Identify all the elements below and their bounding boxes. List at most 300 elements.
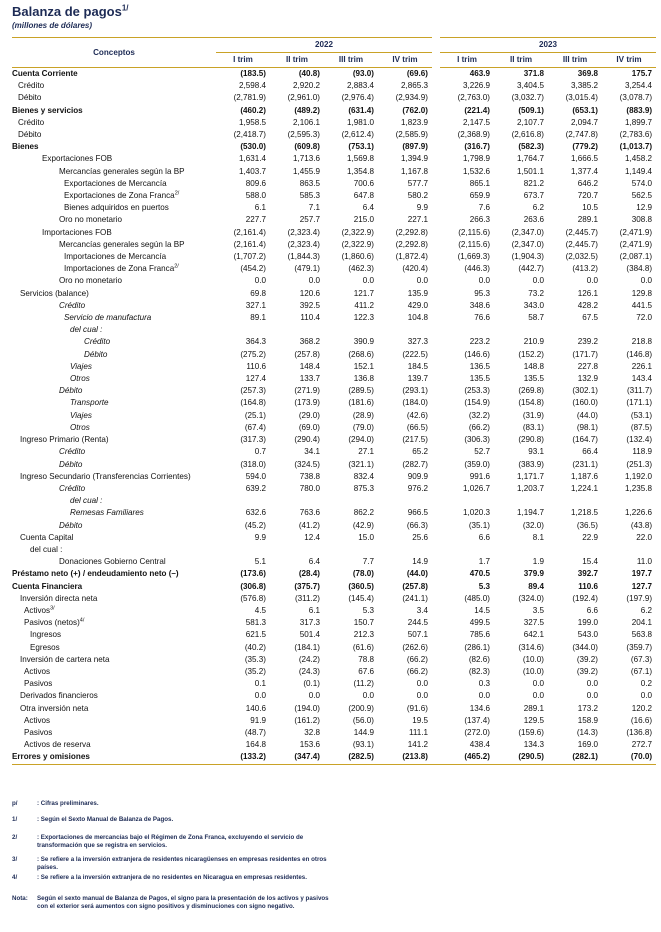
cell-value: (45.2) [244,520,266,530]
cell-value: (290.5) [494,751,548,764]
table-row [12,703,656,715]
row-label: Inversión directa neta [20,593,98,603]
cell-value: 6.6 [478,532,491,542]
cell-value: 7.6 [478,203,491,213]
cell-value: (152.2) [518,349,545,359]
cell-value: 34.1 [304,447,320,457]
cell-value: (375.7) [294,581,320,591]
cell-value: 499.5 [469,618,491,628]
table-row [12,410,656,422]
cell-value: 832.4 [353,471,374,481]
cell-value: 212.3 [353,630,374,640]
cell-value: 135.5 [523,374,545,384]
table-row [12,507,656,519]
cell-value: 673.7 [523,191,545,201]
cell-value: (485.0) [464,593,491,603]
cell-value: 27.1 [358,447,374,457]
cell-value: (318.0) [240,459,266,469]
cell-value: (146.8) [626,349,653,359]
cell-value: 2,147.5 [463,117,491,127]
cell-value: (132.4) [626,435,653,445]
cell-value: 2,107.7 [517,117,545,127]
cell-value: (360.5) [348,581,374,591]
cell-value: (184.1) [294,642,320,652]
cell-value: 111.1 [408,727,429,737]
cell-value: (883.9) [626,105,653,115]
cell-value: 164.8 [245,740,266,750]
table-row [12,202,656,214]
cell-value: (160.0) [572,398,599,408]
cell-value [216,544,270,556]
cell-value: 0.0 [254,691,266,701]
table-row [12,666,656,678]
cell-value: 5.3 [362,605,374,615]
cell-value: 428.2 [577,300,599,310]
cell-value: (29.0) [298,410,320,420]
row-label: Débito [18,130,42,140]
row-label: Derivados financieros [20,691,98,701]
cell-value: 2,598.4 [238,81,266,91]
cell-value: 263.6 [523,215,545,225]
cell-value: (67.4) [244,422,266,432]
cell-value: (78.0) [352,569,374,579]
cell-value: 136.8 [353,374,374,384]
cell-value: 0.0 [586,276,599,286]
cell-value: 121.7 [353,288,374,298]
cell-value: 66.4 [582,447,599,457]
table-row [12,336,656,348]
cell-value [216,324,270,336]
row-label: Egresos [30,642,60,652]
cell-value: (24.2) [298,654,320,664]
cell-value: (383.9) [518,459,545,469]
table-row [12,581,656,593]
table-row [12,715,656,727]
cell-value: (192.4) [572,593,599,603]
table-row [12,678,656,690]
cell-value: (2,323.4) [287,239,320,249]
cell-value: (32.2) [468,410,491,420]
cell-value: (290.4) [294,435,320,445]
cell-value: 148.8 [523,361,545,371]
cell-value: 348.6 [469,300,491,310]
row-label: Importaciones de Zona Franca$^{2/}$ [64,263,179,274]
cell-value: (31.9) [522,410,545,420]
table-row [12,495,656,507]
cell-value: 67.6 [358,666,374,676]
cell-value: 875.3 [353,483,374,493]
row-label: Inversión de cartera neta [20,654,110,664]
cell-value: (2,445.7) [565,227,599,237]
cell-value: (145.4) [348,593,374,603]
cell-value: 73.2 [528,288,545,298]
cell-value: (321.1) [348,459,374,469]
cell-value: (35.2) [244,666,266,676]
cell-value: 1,354.8 [346,166,374,176]
cell-value: 738.8 [299,471,320,481]
cell-value: (2,292.8) [395,227,429,237]
table-row [12,92,656,104]
cell-value: (10.0) [522,654,545,664]
cell-value: (2,115.6) [458,227,491,237]
cell-value: (67.3) [630,654,653,664]
table-row [12,727,656,739]
cell-value: (171.7) [572,349,599,359]
cell-value: 700.6 [353,178,374,188]
cell-value: 150.7 [353,618,374,628]
cell-value: (460.2) [240,105,266,115]
cell-value: (257.3) [240,386,266,396]
cell-value [270,544,324,556]
row-label: Activos de reserva [24,740,91,750]
cell-value: 226.1 [631,361,653,371]
cell-value: 862.2 [353,508,374,518]
cell-value: 72.0 [636,313,653,323]
cell-value: 588.0 [245,191,266,201]
cell-value: 1,235.8 [625,483,653,493]
cell-value: (39.2) [576,666,599,676]
table-row [12,483,656,495]
cell-value: 244.5 [407,618,429,628]
cell-value: 543.0 [577,630,599,640]
cell-value: 6.4 [362,203,374,213]
cell-value: (2,585.9) [395,130,429,140]
cell-value [494,324,548,336]
cell-value: 2,106.1 [292,117,320,127]
row-label: Pasivos [24,727,53,737]
cell-value: 1,569.8 [346,154,374,164]
cell-value: (93.0) [352,69,374,78]
cell-value: 4.5 [254,605,266,615]
row-label: Bienes adquiridos en puertos [64,203,169,213]
cell-value: (344.0) [572,642,599,652]
cell-value: 95.3 [474,288,491,298]
cell-value: (53.1) [630,410,653,420]
cell-value: (39.2) [576,654,599,664]
cell-value: (359.7) [626,642,653,652]
table-row [12,739,656,751]
year-header-2023: 2023 [440,38,656,53]
row-label: Activos [24,666,51,676]
table-row [12,80,656,92]
cell-value [440,544,494,556]
cell-value: 104.8 [407,313,429,323]
cell-value: (67.1) [630,666,653,676]
cell-value: (314.6) [518,642,545,652]
cell-value: 148.4 [299,361,320,371]
cell-value: (35.3) [244,654,266,664]
cell-value: (306.8) [240,581,266,591]
cell-value: (161.2) [294,715,320,725]
row-label: Crédito [59,447,86,457]
cell-value: (40.8) [298,69,320,78]
cell-value: (32.0) [522,520,545,530]
cell-value: (268.6) [348,349,374,359]
row-label: Exportaciones de Zona Franca$^{2/}$ [64,190,180,201]
row-label: Ingreso Primario (Renta) [20,435,109,445]
cell-value: (1,669.3) [457,252,491,262]
cell-value: (184.0) [402,398,429,408]
table-row [12,397,656,409]
page-title: Balanza de pagos$^{1/}$ [12,3,129,19]
cell-value: 1,192.0 [625,471,653,481]
cell-value: 821.2 [523,178,545,188]
cell-value: (2,445.7) [565,239,599,249]
cell-value: 562.5 [631,191,653,201]
cell-value [324,544,378,556]
quarter-header: III trim [548,53,602,68]
cell-value: (173.9) [294,398,320,408]
cell-value: 501.4 [299,630,320,640]
cell-value: 392.5 [299,300,320,310]
table-row [12,349,656,361]
row-label: Pasivos [24,679,53,689]
cell-value: 507.1 [407,630,429,640]
cell-value: (1,904.3) [511,252,545,262]
cell-value: (154.8) [518,398,545,408]
cell-value: (36.5) [576,520,599,530]
cell-value: (2,323.4) [287,227,320,237]
concepts-header: Conceptos [12,38,216,68]
cell-value: (257.8) [294,349,320,359]
table-row [12,214,656,226]
table-row [12,190,656,202]
cell-value: (66.3) [406,520,429,530]
cell-value: 1,020.3 [463,508,491,518]
cell-value: 134.6 [469,703,491,713]
cell-value: 327.1 [245,300,266,310]
cell-value: 122.3 [353,313,374,323]
cell-value: 89.4 [528,581,545,591]
cell-value: 91.9 [250,715,266,725]
table-row [12,520,656,532]
cell-value: (66.2) [468,422,491,432]
balance-table [12,37,656,765]
cell-value: (28.4) [298,569,320,579]
cell-value: 65.2 [412,447,429,457]
cell-value: 1,981.0 [346,117,374,127]
cell-value: 621.5 [245,630,266,640]
cell-value: 173.2 [577,703,599,713]
cell-value: 197.7 [631,569,653,579]
cell-value: 1,194.7 [517,508,545,518]
cell-value: 966.5 [407,508,429,518]
cell-value: (2,595.3) [287,130,320,140]
row-label: Crédito [59,300,86,310]
cell-value: 0.2 [640,679,653,689]
cell-value: 0.0 [254,276,266,286]
row-label: Remesas Familiares [70,508,144,518]
table-row [12,593,656,605]
cell-value: (530.0) [240,142,266,152]
cell-value: (35.1) [468,520,491,530]
cell-value: 1,224.1 [571,483,599,493]
cell-value: 646.2 [577,178,599,188]
cell-value: 5.3 [478,581,491,591]
cell-value: (24.3) [298,666,320,676]
cell-value: 22.0 [636,532,653,542]
row-label: Exportaciones FOB [42,154,113,164]
table-row [12,227,656,239]
cell-value: (251.3) [626,459,653,469]
table-row [12,361,656,373]
cell-value: (217.5) [402,435,429,445]
row-label: Cuenta Financiera [12,581,83,591]
cell-value [602,495,656,507]
cell-value: (2,418.7) [233,130,266,140]
cell-value: (897.9) [402,142,429,152]
cell-value: 1,798.9 [463,154,491,164]
cell-value: 7.1 [308,203,320,213]
table-row [12,324,656,336]
cell-value: 390.9 [353,337,374,347]
cell-value: (454.2) [240,264,266,274]
row-label: Mercancías generales según la BP [59,166,185,176]
cell-value: 647.8 [353,191,374,201]
cell-value: 289.1 [523,703,545,713]
cell-value: 1,394.9 [401,154,429,164]
cell-value: (16.6) [630,715,653,725]
cell-value: (253.3) [464,386,491,396]
cell-value: 169.0 [577,740,599,750]
row-label: Servicio de manufactura [64,313,152,323]
cell-value: 6.1 [308,605,320,615]
cell-value: 6.6 [586,605,599,615]
cell-value: (2,471.9) [619,239,653,249]
row-label: Préstamo neto (+) / endeudamiento neto (–) [12,569,179,579]
cell-value: (41.2) [298,520,320,530]
cell-value [494,495,548,507]
cell-value: (282.7) [402,459,429,469]
cell-value: (171.1) [626,398,653,408]
table-row [12,129,656,141]
cell-value: (83.1) [522,422,545,432]
cell-value: 257.7 [299,215,320,225]
cell-value: (82.6) [468,654,491,664]
row-label: Pasivos (netos)$^{4/}$ [24,617,85,628]
cell-value: 411.2 [354,300,374,310]
cell-value: 227.8 [577,361,599,371]
cell-value: (2,347.0) [511,239,545,249]
cell-value: 0.0 [308,276,320,286]
cell-value: (2,471.9) [619,227,653,237]
table-row [12,422,656,434]
cell-value: 577.7 [407,178,429,188]
cell-value [270,324,324,336]
cell-value: 438.4 [469,740,491,750]
cell-value: (159.6) [518,727,545,737]
cell-value: 308.8 [631,215,653,225]
cell-value: 1,823.9 [401,117,429,127]
cell-value: 227.7 [245,215,266,225]
row-label: Oro no monetario [59,276,122,286]
table-row [12,629,656,641]
cell-value: (70.0) [602,751,656,764]
cell-value: (66.2) [406,666,429,676]
cell-value: (25.1) [244,410,266,420]
cell-value [548,324,602,336]
cell-value [548,544,602,556]
cell-value: 184.5 [407,361,429,371]
cell-value: (2,322.9) [341,239,374,249]
cell-value: 133.7 [299,374,320,384]
cell-value: (82.3) [468,666,491,676]
cell-value: (3,032.7) [511,93,545,103]
cell-value: 1,666.5 [571,154,599,164]
table-row [12,312,656,324]
cell-value: (2,781.9) [233,93,266,103]
cell-value [602,544,656,556]
cell-value: (479.1) [294,264,320,274]
cell-value: 8.1 [532,532,545,542]
cell-value: (269.8) [518,386,545,396]
cell-value: (2,087.1) [619,252,653,262]
cell-value: 594.0 [245,471,266,481]
cell-value: 379.9 [523,569,545,579]
cell-value: 141.2 [407,740,429,750]
cell-value: 9.9 [416,203,429,213]
cell-value: 127.7 [631,581,653,591]
cell-value: 139.7 [407,374,429,384]
cell-value: (509.1) [518,105,545,115]
cell-value: 369.8 [577,69,599,78]
cell-value: (146.6) [464,349,491,359]
year-header-2022: 2022 [216,38,432,53]
cell-value: 1,026.7 [463,483,491,493]
cell-value: (66.5) [406,422,429,432]
cell-value: 1,187.6 [571,471,599,481]
cell-value: (446.3) [464,264,491,274]
row-label: Servicios (balance) [20,288,89,298]
cell-value: 132.9 [577,374,599,384]
cell-value: 126.1 [577,288,599,298]
cell-value: 1,532.6 [463,166,491,176]
cell-value: 317.3 [299,618,320,628]
cell-value: (98.1) [576,422,599,432]
cell-value: 991.6 [469,471,491,481]
table-row [12,690,656,702]
cell-value: 199.0 [577,618,599,628]
cell-value: (3,078.7) [619,93,653,103]
cell-value: (2,934.9) [395,93,429,103]
row-label: Cuenta Corriente [12,69,78,78]
table-row [12,544,656,556]
cell-value: (289.5) [348,386,374,396]
cell-value: (2,322.9) [341,227,374,237]
row-label: Transporte [70,398,109,408]
row-label: Crédito [59,483,86,493]
table-row [12,275,656,287]
cell-value: 67.5 [582,313,599,323]
cell-value: 135.9 [407,288,429,298]
cell-value: (56.0) [352,715,374,725]
row-label: Exportaciones de Mercancía [64,178,167,188]
cell-value: 720.7 [577,191,599,201]
cell-value: (290.8) [518,435,545,445]
cell-value: 22.9 [582,532,599,542]
cell-value: 110.4 [300,313,320,323]
cell-value: 563.8 [631,630,653,640]
row-label: Donaciones Gobierno Central [59,557,166,567]
cell-value: (3,015.4) [565,93,599,103]
cell-value: 1,631.4 [238,154,266,164]
cell-value: 0.0 [640,691,653,701]
cell-value: 1,458.2 [625,154,653,164]
table-row [12,178,656,190]
cell-value: 863.5 [299,178,320,188]
cell-value: (164.7) [572,435,599,445]
cell-value: (43.8) [630,520,653,530]
